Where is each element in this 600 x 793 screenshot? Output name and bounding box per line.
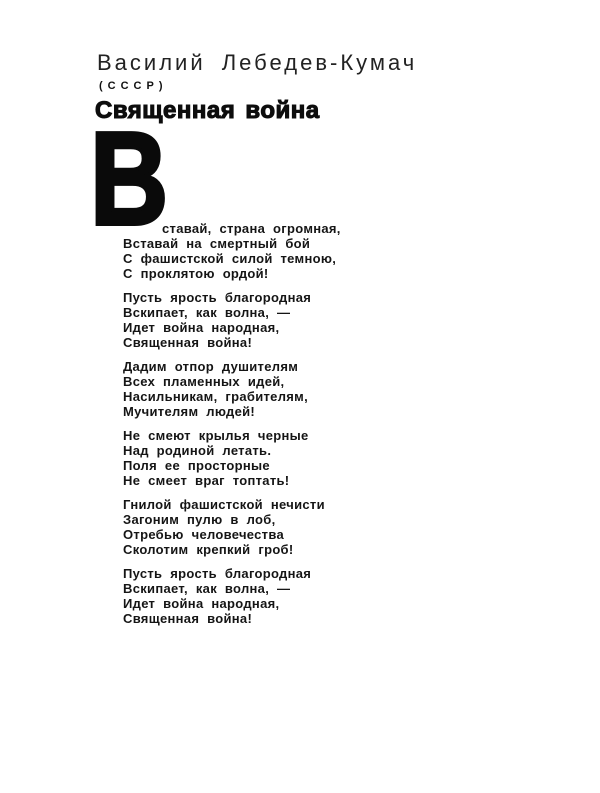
poem-line: Вскипает, как волна, — (123, 581, 291, 596)
drop-cap-letter: В (90, 105, 169, 252)
poem-line: Пусть ярость благородная (123, 290, 312, 305)
poem-line: Священная война! (123, 335, 253, 350)
poem-line: ставай, страна огромная, (162, 221, 341, 236)
poem-line: Дадим отпор душителям (123, 359, 299, 374)
stanza-6 (123, 566, 483, 626)
poem-line: С фашистской силой темною, (123, 251, 337, 266)
poem-line: Над родиной летать. (123, 443, 272, 458)
poem-line: Гнилой фашистской нечисти (123, 497, 325, 512)
poem-line: Отребью человечества (123, 527, 284, 542)
stanza-5 (123, 497, 483, 557)
poem-line: Идет война народная, (123, 320, 280, 335)
poem-title: Священная война (95, 97, 320, 124)
stanza-4 (123, 428, 483, 488)
poem-line: Загоним пулю в лоб, (123, 512, 276, 527)
stanza-2 (123, 290, 483, 350)
author-name: Василий Лебедев-Кумач (97, 50, 418, 75)
poem-line: Мучителям людей! (123, 404, 256, 419)
poem-line: Священная война! (123, 611, 253, 626)
poem-line: Вставай на смертный бой (123, 236, 311, 251)
stanza-3 (123, 359, 483, 419)
poem-line: Не смеет враг топтать! (123, 473, 290, 488)
poem-line: Поля ее просторные (123, 458, 270, 473)
poem-line: Вскипает, как волна, — (123, 305, 291, 320)
poem-line: Идет война народная, (123, 596, 280, 611)
poem-line: Сколотим крепкий гроб! (123, 542, 294, 557)
stanza-1 (123, 221, 483, 281)
poem (123, 221, 483, 635)
author-country: (СССР) (99, 80, 168, 92)
poem-line: С проклятою ордой! (123, 266, 269, 281)
poem-line: Пусть ярость благородная (123, 566, 312, 581)
poem-line: Всех пламенных идей, (123, 374, 285, 389)
poem-line: Не смеют крылья черные (123, 428, 309, 443)
poem-line: Насильникам, грабителям, (123, 389, 308, 404)
